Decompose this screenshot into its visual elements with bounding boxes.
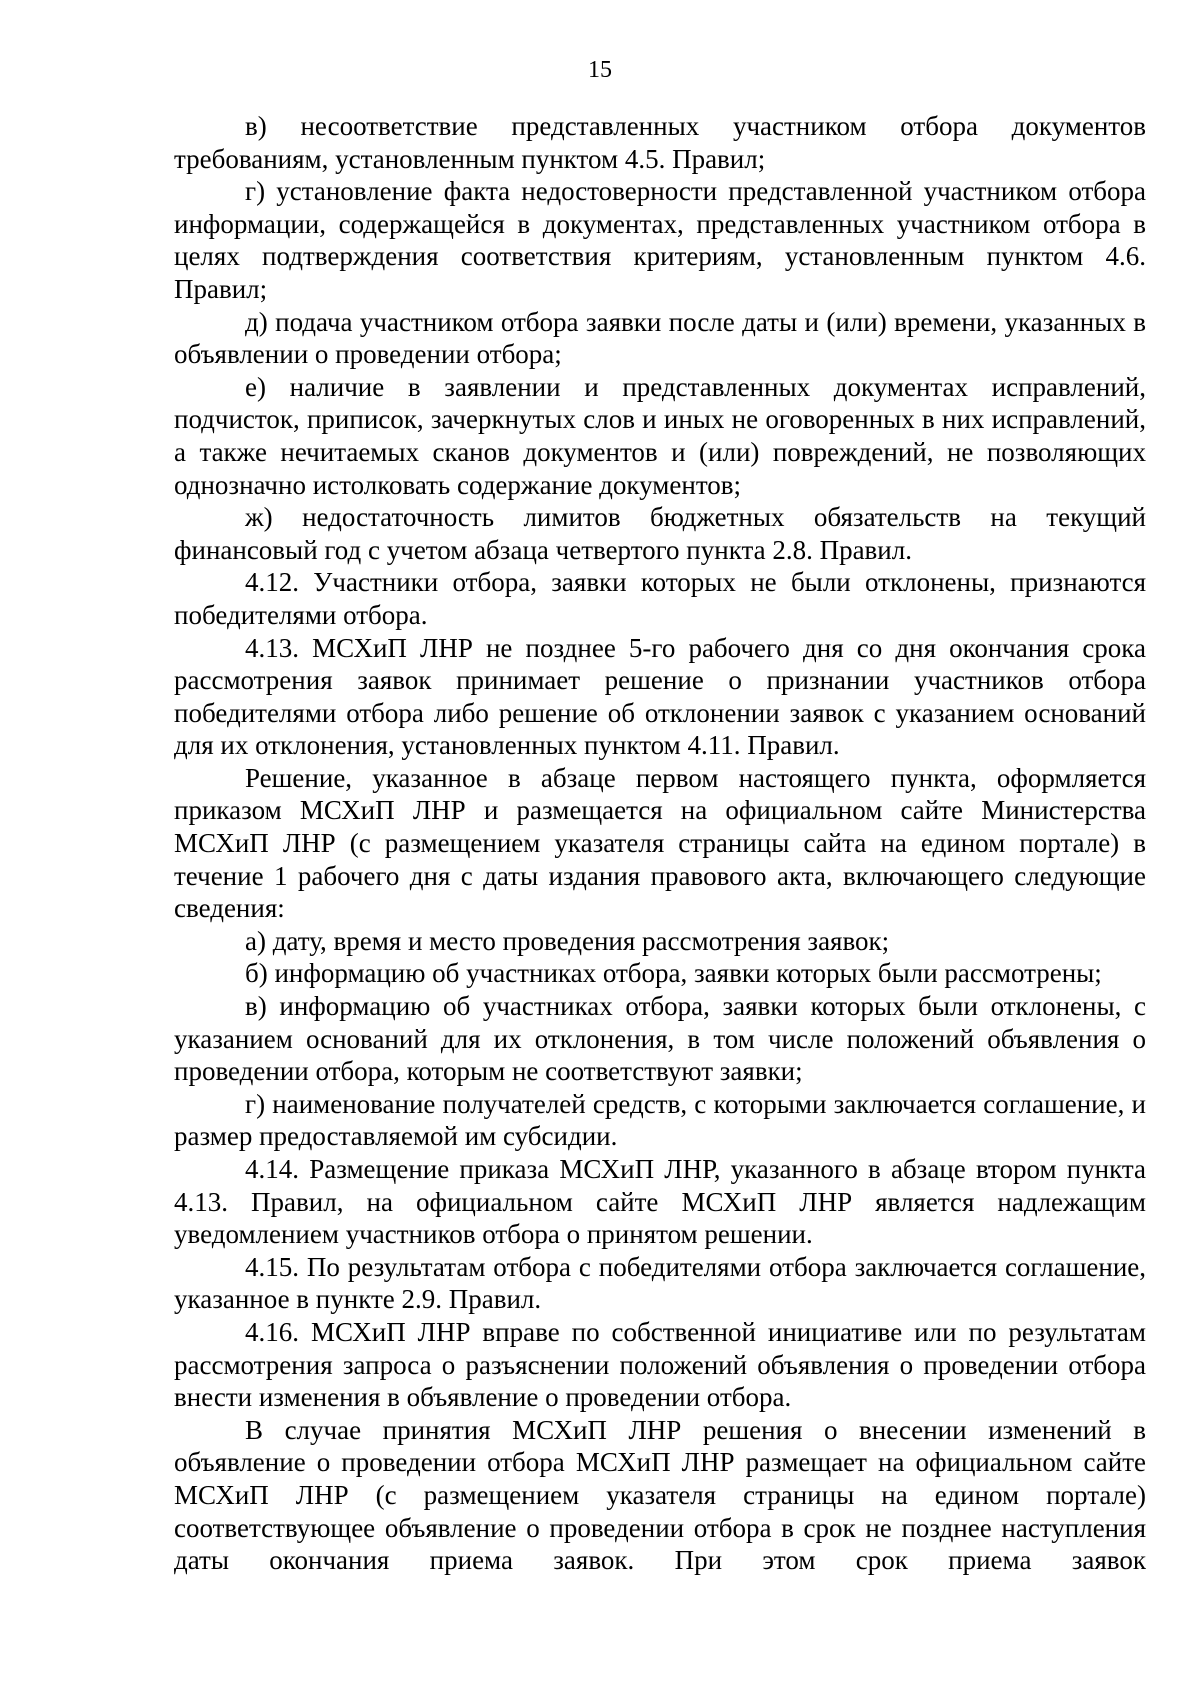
paragraph: 4.12. Участники отбора, заявки которых не были отклонены, признаются победителями отбора.: [174, 567, 1146, 630]
paragraph: г) установление факта недостоверности представленной участником отбора информации, содержащейся в документах, представленных участником отбора в целях подтверждения соответствия критериям, установленным пунктом 4.6. Правил;: [174, 176, 1146, 304]
paragraph: е) наличие в заявлении и представленных документах исправлений, подчисток, приписок, зачеркнутых слов и иных не оговоренных в них исправлений, а также нечитаемых сканов документов и (или) повреждений, не позволяющих однозначно истолковать содержание документов;: [174, 371, 1146, 500]
paragraph: 4.15. По результатам отбора с победителями отбора заключается соглашение, указанное в пункте 2.9. Правил.: [174, 1251, 1146, 1315]
paragraph: г) наименование получателей средств, с которыми заключается соглашение, и размер предоставляемой им субсидии.: [174, 1088, 1146, 1152]
paragraph: б) информацию об участниках отбора, заявки которых были рассмотрены;: [245, 958, 1102, 989]
paragraph: в) информацию об участниках отбора, заявки которых были отклонены, с указанием оснований для их отклонения, в том числе положений объявления о проведении отбора, которым не соответствуют заявки;: [174, 991, 1146, 1087]
paragraph-continued: В случае принятия МСХиП ЛНР решения о внесении изменений в объявление о проведении отбора МСХиП ЛНР размещает на официальном сайте МСХиП ЛНР (с размещением указателя страницы на едином портале) соответствующее объявление о проведении отбора в срок не позднее наступления даты окончания приема заявок. При этом срок приема заявок: [174, 1414, 1146, 1576]
paragraph: д) подача участником отбора заявки после даты и (или) времени, указанных в объявлении о проведении отбора;: [174, 306, 1146, 370]
paragraph: в) несоответствие представленных участником отбора документов требованиям, установленным пунктом 4.5. Правил;: [174, 111, 1146, 174]
paragraph: 4.13. МСХиП ЛНР не позднее 5-го рабочего дня со дня окончания срока рассмотрения заявок принимает решение о признании участников отбора победителями отбора либо решение об отклонении заявок с указанием оснований для их отклонения, установленных пунктом 4.11. Правил.: [174, 632, 1146, 761]
paragraph: 4.14. Размещение приказа МСХиП ЛНР, указанного в абзаце втором пункта 4.13. Правил, на официальном сайте МСХиП ЛНР является надлежащим уведомлением участников отбора о принятом решении.: [174, 1154, 1146, 1250]
paragraph: Решение, указанное в абзаце первом настоящего пункта, оформляется приказом МСХиП ЛНР и размещается на официальном сайте Министерства МСХиП ЛНР (с размещением указателя страницы сайта на едином портале) в течение 1 рабочего дня с даты издания правового акта, включающего следующие сведения:: [174, 762, 1146, 924]
page-number: 15: [588, 57, 612, 83]
document-body: [174, 110, 1146, 1577]
paragraph: 4.16. МСХиП ЛНР вправе по собственной инициативе или по результатам рассмотрения запроса о разъяснении положений объявления о проведении отбора внести изменения в объявление о проведении отбора.: [174, 1316, 1146, 1413]
paragraph: а) дату, время и место проведения рассмотрения заявок;: [245, 925, 890, 956]
paragraph: ж) недостаточность лимитов бюджетных обязательств на текущий финансовый год с учетом абзаца четвертого пункта 2.8. Правил.: [174, 502, 1146, 565]
